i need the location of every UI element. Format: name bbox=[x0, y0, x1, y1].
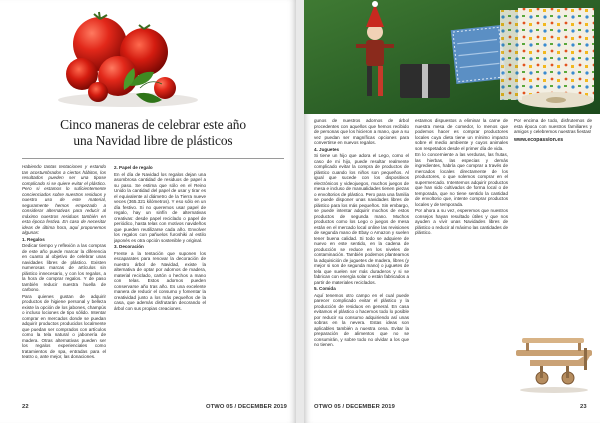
section-heading: 5. Comida bbox=[314, 286, 336, 291]
footer-label-right: OTWO 05 / DECEMBER 2019 bbox=[314, 404, 395, 410]
right-page bbox=[304, 0, 600, 423]
text-column-3 bbox=[314, 118, 409, 408]
title-line-2: una Navidad libre de plásticos bbox=[73, 133, 233, 148]
christmas-gifts-photo-collage bbox=[304, 0, 600, 114]
text-column-1 bbox=[22, 164, 106, 404]
left-page bbox=[0, 0, 296, 423]
paragraph: Para quienes gustan de adquirir productos de higiene personal y belleza existe la opción de los jabones, champús o incluso lociones de tipo sólido. Intentar comprar en mercados donde se puedan adquirir productos producidos localmente que puedan ser comprados con artículos como la tela natural o jabonería de madera. Otras alternativas pueden ser los regalos experienciales como tratamientos de spa, entradas para el teatro o, ante mejor, las donaciones. bbox=[22, 293, 106, 359]
footer-label-left: OTWO 05 / DECEMBER 2019 bbox=[206, 404, 287, 410]
tomatoes-basil-photo bbox=[40, 8, 200, 112]
title-line-1: Cinco maneras de celebrar este año bbox=[60, 117, 246, 132]
paragraph: estamos dispuestos a eliminar la carne de nuestra mesa de comedor, lo menos que podemos hacer es comprar productores locales cuya dieta tiene un mínimo impacto sobre el medio ambiente y cuyos animales son respetados desde el primer día de vida. bbox=[415, 118, 508, 151]
text-column-5 bbox=[514, 118, 592, 303]
section-heading: 4. Juguetes bbox=[314, 146, 340, 152]
paragraph: Dedicar tiempo y reflexión a las compras de este año puede marcar la diferencia en cuanto al objetivo de celebrar unas navidades libres de plástico. Existen numerosas marcas de artículos sin plástico innecesario, y con los regalos, a la hora de comprar regalos. Y de paso también reducir nuestra huella de carbono. bbox=[22, 243, 106, 292]
wooden-toy-airplane-photo bbox=[512, 310, 596, 396]
page-number-left: 22 bbox=[22, 404, 29, 410]
text-column-4 bbox=[415, 118, 508, 293]
section-heading: 2. Papel de regalo bbox=[114, 165, 153, 170]
paragraph: Por encima de todo, disfrutemos de esta época con nuestros familiares y amigos y celebremos nuestras fiestas! bbox=[514, 118, 592, 134]
paragraph: Aquí tenemos otro campo en el cual puede parecer complicado evitar el plástico y la producción de residuos en general. En casa evitamos el plástico o hacemos todo lo posible por reducir su consumo adquiriendo así unas sobras en la nevera. Estas ideas son aplicables también a nuestra cena. Evitar la preparación de alimentos que no se consumirán, y sobre todo no olvidar a los que no tienen. bbox=[314, 292, 409, 347]
paragraph: En el día de Navidad los regalos dejan una asombrosa cantidad de residuos de papel a su paso. Se estima que sólo en el Reino Unido la cantidad del papel de usar y tirar es el equivalente al diámetro de la Tierra nueve veces (365.321 kilómetros). Y eso sólo en un día festivo. Si no queremos usar papel de regalo, hay un sinfín de alternativas creativas: desde papel reciclado o papel de periódico, hasta telas con motivos navideños que pueden reutilizarse cada año. Envolver los regalos con pañuelos furoshiki al estilo japonés es otra opción sostenible y original. bbox=[114, 171, 206, 243]
paragraph: Por ahora a su vez, esperemos que nuestros consejos hayan resultado útiles y que nos ayuden a vivir unas Navidades libres de plástico o reducir al máximo las cantidades de plástico. bbox=[415, 208, 508, 235]
section-heading: 3. Decoración bbox=[114, 244, 144, 249]
title-divider bbox=[22, 158, 284, 159]
text-column-2 bbox=[114, 164, 206, 404]
section-heading: 1. Regalos bbox=[22, 236, 45, 242]
paragraph: Habiendo tantas tentaciones y estando tan acostumbrados a ciertos hábitos, los resultados pueden ser una tipose complicado si se quiere evitar el plástico. Pero si estamos lo suficientemente concienciados sobre nuestros residuos y nuestro uso de este material, seguramente hemos empezado a considerar alternativas para reducir al máximo nuestros residuos también en esta época festiva. En caso de necesitar ideas de última hora, aquí proponemos algunas: bbox=[22, 164, 106, 235]
paragraph: Si tiene un hijo que adora el Lego, como el caso de mi hijo, puede resultar realmente complicado evitar la compra de productos de plástico cuando los niños son pequeños. Al igual que sucede con los dispositivos electrónicos y videojuegos, muchos juegos de mesa e incluso de manualidades tienen piezas o envoltorios de plástico. Pero para una familia se puede disponer unas navidades libres de plástico para los más pequeños. Sin embargo, se puede intentar adquirir muchos de estos productos de segunda mano. Muchos productos como los Lego o juegos de mesa están en el mercado local online las revisiones de segunda mano de Ebay o Amazon y suelen tener buena calidad. Si todo se adquiere de nuevo en este sentido, en la cadena de producción se reduce en los niveles de contaminación. También podemos plantearnos la adquisición de juguetes de madera, libres (y mejor si son de segunda mano) o juguetes de tela que suelen ser más duraderos y si se fabrican con energía solar o están fabricados a partir de materiales reciclados. bbox=[314, 153, 409, 285]
article-title bbox=[22, 117, 284, 149]
page-number-right: 23 bbox=[580, 404, 587, 410]
paragraph: gunos de nuestros adornos de árbol procedentes con aquellos que hemos recibido de personas que los hicieron a mano, que a su vez puedan ser magníficas opciones para convertirse en nuevos regalos. bbox=[314, 118, 409, 145]
paragraph: Frente a la tentación que suponen los escaparates para renovar la decoración de nuestro árbol de Navidad, existe la alternativa de optar por adornos de madera, material reciclado, cartón o hechos a mano con telas. Estos adornos pueden conservarse año tras año. Es una excelente manera de reducir el consumo y fomentar la creatividad junto a los más pequeños de la casa, que además disfrutarán decorando el árbol con sus propias creaciones. bbox=[114, 250, 206, 311]
website-url[interactable]: www.ecopassion.es bbox=[514, 136, 564, 143]
paragraph: En lo concerniente a las verduras, las frutas, las hierbas, las especias y demás ingredientes, habría que comprar a través de mercados locales directamente de los productores, o que solemos comprar en el supermercado. Intentemos adquirir productos que han sido cultivados de forma local o de temporada, que no tiene sentido la cantidad de envoltorio que, intente comprar productos locales y de temporada. bbox=[415, 152, 508, 207]
